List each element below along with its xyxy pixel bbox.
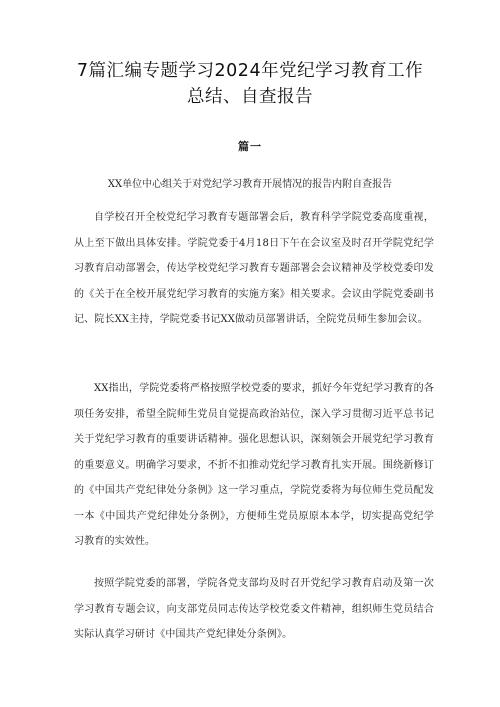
paragraph-2: XX指出，学院党委将严格按照学校党委的要求，抓好今年党纪学习教育的各项任务安排，希望全院师生党员自觉提高政治站位，深入学习贯彻习近平总书记关于党纪学习教育的重要讲话精神。强化思想认识，深刻领会开展党纪学习教育的重要意义。明确学习要求，不折不扣推动党纪学习教育扎实开展。围绕新修订的《中国共产党纪律处分条例》这一学习重点，学院党委将为每位师生党员配发一本《中国共产党纪律处分条例》，方便师生党员原原本本学，切实提高党纪学习教育的实效性。 (74, 383, 434, 547)
section-heading: 篇一 (238, 140, 262, 153)
document-title: 7篇汇编专题学习2024年党纪学习教育工作总结、自查报告 (76, 61, 424, 107)
report-subtitle: XX单位中心组关于对党纪学习教育开展情况的报告内附自查报告 (107, 179, 393, 190)
paragraph-1: 自学校召开全校党纪学习教育专题部署会后，教育科学学院党委高度重视，从上至下做出具体安排。学院党委于4月18日下午在会议室及时召开学院党纪学习教育启动部署会，传达学校党纪学习教育专题部署会会议精神及学校党委印发的《关于在全校开展党纪学习教育的实施方案》相关要求。会议由学院党委副书记、院长XX主持，学院党委书记XX做动员部署讲话，全院党员师生参加会议。 (74, 212, 434, 325)
paragraph-3: 按照学院党委的部署，学院各党支部均及时召开党纪学习教育启动及第一次学习教育专题会议，向支部党员同志传达学校党委文件精神，组织师生党员结合实际认真学习研讨《中国共产党纪律处分条例》。 (74, 578, 434, 640)
